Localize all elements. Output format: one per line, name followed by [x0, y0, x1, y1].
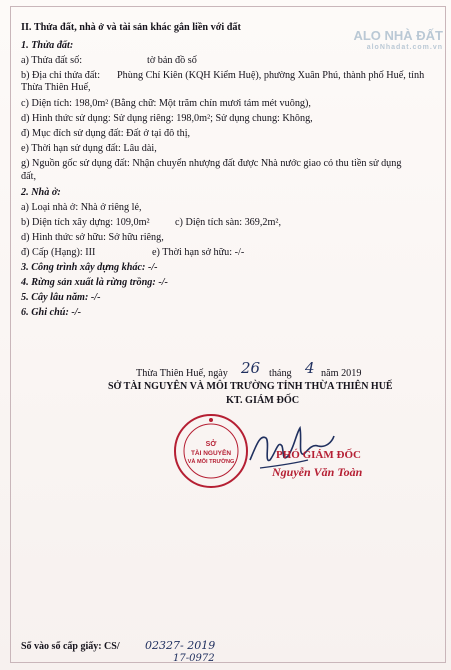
house-ownership-term: e) Thời hạn sở hữu: -/-: [152, 247, 245, 258]
registry-handwritten-1: 02327- 2019: [145, 639, 216, 652]
land-address-value: Phùng Chí Kiên (KQH Kiểm Huệ), phường Xuân Phú, thành phố Huế, tỉnh: [117, 70, 425, 81]
planted-forest: 4. Rừng sản xuất là rừng trồng: -/-: [21, 277, 168, 288]
notes: 6. Ghi chú: -/-: [21, 307, 81, 318]
signing-month: 4: [305, 359, 315, 377]
land-address: [21, 70, 425, 82]
signing-date: [136, 359, 362, 380]
perennial-trees: 5. Cây lâu năm: -/-: [21, 292, 101, 303]
land-parcel-number: [21, 55, 197, 67]
land-address-label: b) Địa chỉ thửa đất:: [21, 70, 101, 81]
watermark-url: aloNhadat.com.vn: [366, 44, 443, 51]
land-usage-form: d) Hình thức sử dụng: Sử dụng riêng: 198,0m²; Sử dụng chung: Không,: [21, 113, 313, 124]
watermark-logo: [353, 30, 443, 54]
house-grade: [21, 247, 245, 259]
watermark-logo-text: ALO NHÀ ĐẤT: [353, 28, 443, 43]
signer-name: Nguyễn Văn Toàn: [272, 465, 363, 479]
land-origin: g) Nguồn gốc sử dụng đất: Nhận chuyển nhượng đất được Nhà nước giao có thu tiền sử dụng: [21, 158, 402, 169]
seal-line-3: VÀ MÔI TRƯỜNG: [187, 459, 235, 465]
house-grade-value: đ) Cấp (Hạng): III: [21, 247, 96, 258]
land-usage-purpose: đ) Mục đích sử dụng đất: Đất ở tại đô thị,: [21, 128, 191, 139]
house-build-area-value: b) Diện tích xây dựng: 109,0m²: [21, 217, 150, 228]
land-area: c) Diện tích: 198,0m² (Bằng chữ: Một trăm chín mươi tám mét vuông),: [21, 98, 311, 109]
signing-month-label: tháng: [269, 368, 292, 379]
signing-year: năm 2019: [321, 368, 362, 379]
official-seal: [172, 412, 250, 490]
land-map-sheet-label: tờ bản đồ số: [147, 55, 197, 66]
house-build-area: [21, 217, 282, 229]
signing-place: Thừa Thiên Huế, ngày: [136, 368, 228, 379]
house-type: a) Loại nhà ở: Nhà ở riêng lẻ,: [21, 202, 142, 213]
house-ownership: d) Hình thức sở hữu: Sở hữu riêng,: [21, 232, 164, 243]
other-constructions: 3. Công trình xây dựng khác: -/-: [21, 262, 158, 273]
seal-line-2: TÀI NGUYÊN: [190, 450, 232, 457]
land-parcel-label: a) Thửa đất số:: [21, 55, 83, 66]
section-title: II. Thửa đất, nhà ở và tài sản khác gắn liền với đất: [21, 22, 241, 33]
registry-label: Số vào sổ cấp giấy: CS/: [21, 641, 120, 652]
land-usage-term: e) Thời hạn sử dụng đất: Lâu dài,: [21, 143, 157, 154]
house-floor-area: c) Diện tích sàn: 369,2m²,: [175, 217, 282, 228]
registry-number: [21, 639, 216, 664]
registry-handwritten-2: 17-0972: [173, 653, 215, 664]
land-address-cont: Thừa Thiên Huế,: [21, 82, 91, 93]
seal-line-1: SỞ: [205, 441, 217, 448]
house-heading: 2. Nhà ở:: [21, 187, 61, 198]
agency-name: SỞ TÀI NGUYÊN VÀ MÔI TRƯỜNG TỈNH THỪA THIÊN HUẾ: [108, 381, 393, 392]
land-heading: 1. Thửa đất:: [21, 40, 74, 51]
land-origin-cont: đất,: [21, 171, 36, 182]
signing-day: 26: [241, 359, 261, 377]
signer-position: PHÓ GIÁM ĐỐC: [276, 449, 361, 461]
kt-director: KT. GIÁM ĐỐC: [226, 395, 300, 406]
